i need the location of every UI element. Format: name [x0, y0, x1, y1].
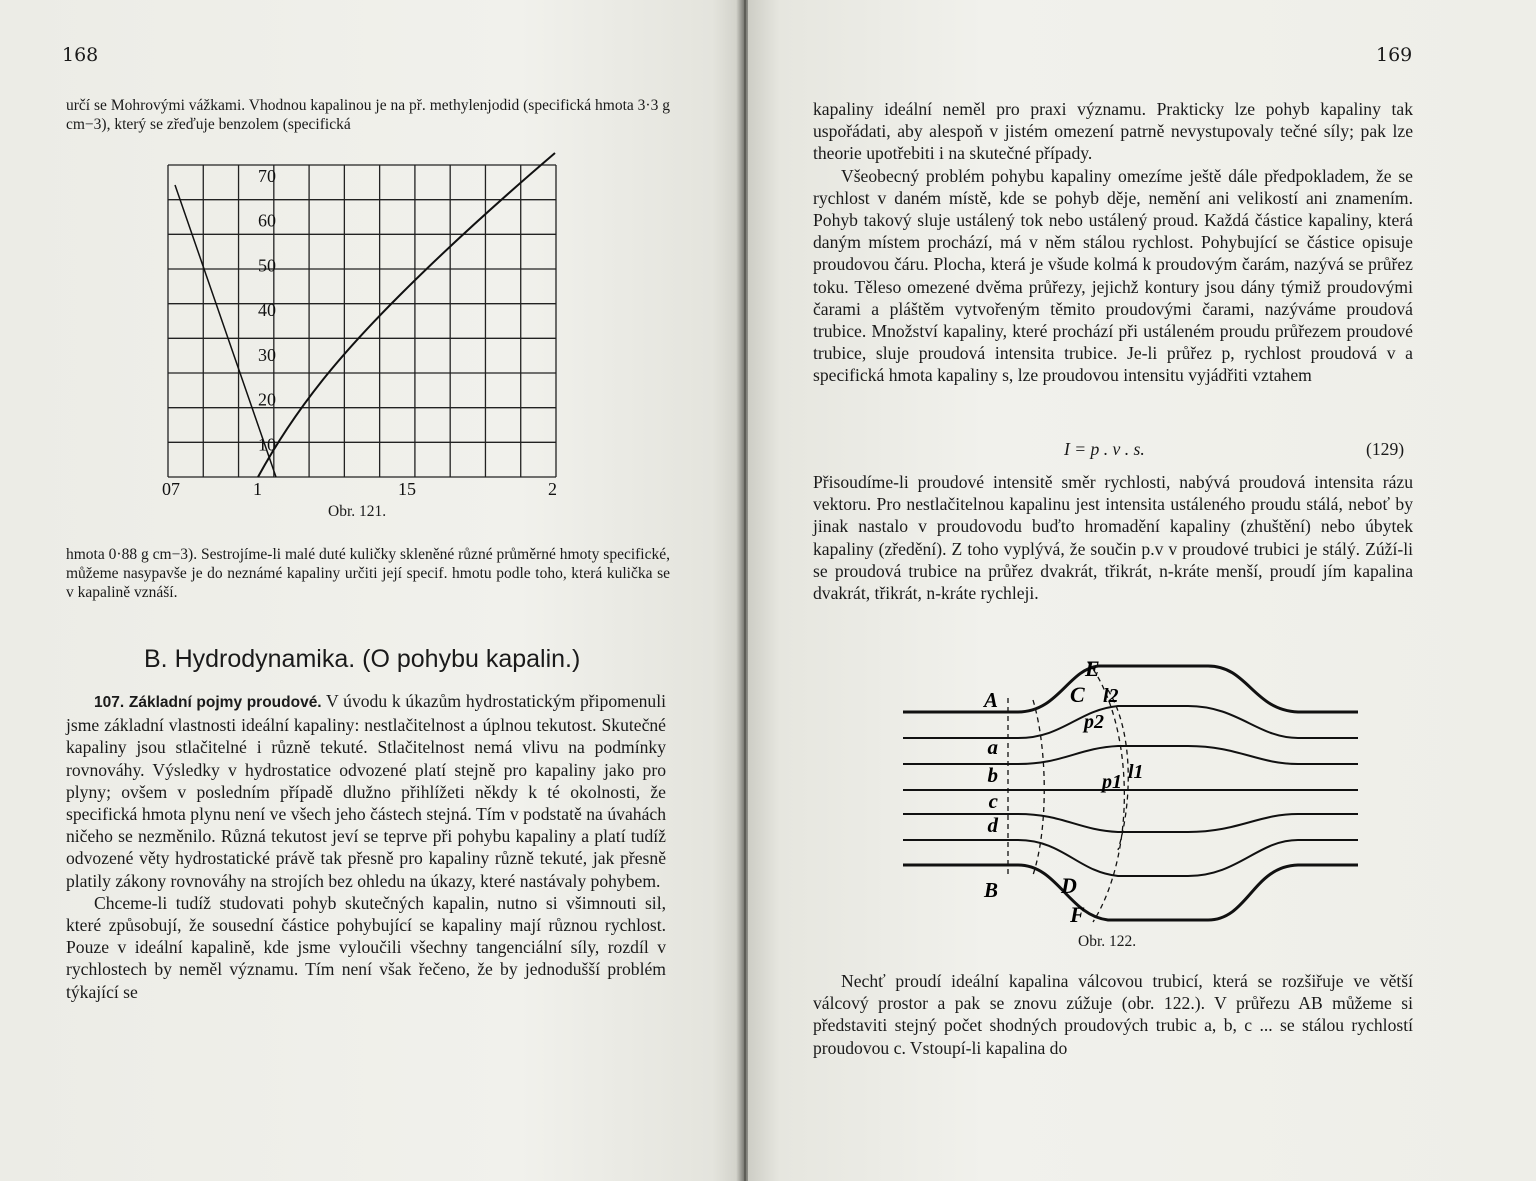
label-a: a	[987, 735, 998, 759]
label-p1: p1	[1102, 771, 1122, 793]
figure-121-y-label: 70	[258, 166, 276, 186]
label-l1: l1	[1128, 761, 1144, 783]
right-paragraph-2: Všeobecný problém pohybu kapaliny omezíme ještě dále předpokladem, že se rychlost v daném místě, kde se pohyb děje, nemění ani velikostí ani znamením. Pohyb takový sluje ustálený tok nebo ustálený proud. Každá částice kapaliny, která daným místem prochází, má v něm stálou rychlost. Pohybující se částice opisuje proudovou čáru. Plocha, která je všude kolmá k proudovým čarám, nazývá se průřez toku. Těleso omezené dvěma průřezy, jejichž kontury jsou dány týmiž proudovými čarami a pláštěm vytvořeným těmito proudovými čarami, nazýváme proudová trubice. Množství kapaliny, které prochází při ustáleném proudu průřezem proudové trubice, sluje proudová intensita trubice. Je-li průřez p, rychlost proudová v a specifická hmota kapaliny s, lze proudovou intensitu vyjádřiti vztahem	[813, 165, 1413, 386]
figure-121	[150, 145, 580, 545]
tube-lower-wall	[903, 865, 1358, 920]
right-page-number: 169	[1376, 44, 1413, 66]
label-F: F	[1070, 902, 1085, 927]
label-l2: l2	[1103, 685, 1119, 707]
label-E: E	[1085, 656, 1100, 681]
label-p2: p2	[1084, 711, 1104, 733]
right-paragraph-3: Přisoudíme-li proudové intensitě směr rychlosti, nabývá proudová intensita rázu vektoru. Pro nestlačitelnou kapalinu jest intensita ustáleného proudu stálá, neboť by jinak nastalo v proudovodu buďto hromadění kapaliny (zhuštění) nebo úbytek kapaliny (zředění). Z toho vyplývá, že součin p.v v proudové trubici je stálý. Zúží-li se proudová trubice na průřez dvakrát, třikrát, n-kráte menší, proudí jím kapalina dvakrát, třikrát, n-kráte rychleji.	[813, 472, 1413, 604]
left-page	[0, 0, 742, 1181]
right-page	[748, 0, 1536, 1181]
label-c: c	[988, 789, 998, 813]
section-l-right	[1108, 690, 1128, 850]
figure-121-y-label: 40	[258, 300, 276, 321]
left-body	[66, 690, 666, 1003]
figure-121-x-label: 2	[548, 479, 557, 499]
right-paragraph-1: kapaliny ideální neměl pro praxi významu. Prakticky lze pohyb kapaliny tak uspořádati, aby alespoň v jistém omezení patrně nevystupovaly tečné síly; pak lze theorie upotřebiti i na skutečné případy.	[813, 99, 1413, 164]
figure-122-caption: Obr. 122.	[1078, 933, 1137, 950]
figure-121-caption: Obr. 121.	[328, 503, 387, 520]
figure-121-grid	[168, 165, 556, 477]
figure-121-y-label: 50	[258, 255, 276, 276]
label-D: D	[1061, 873, 1077, 898]
section-title: Základní pojmy proudové.	[128, 694, 322, 711]
figure-121-y-label: 60	[258, 210, 276, 231]
streamline-e	[903, 840, 1358, 876]
left-paragraph-1: V úvodu k úkazům hydrostatickým připomenuli jsme základní vlastnosti ideální kapaliny: nestlačitelnost a úplnou tekutost. Skutečné kapaliny jsou stlačitelné i různě tekuté. Stlačitelnost nemá vlivu na podmínky rovnováhy. Výsledky v hydrostatice odvozené platí stejně pro kapaliny jako pro plyny; ovšem v posledním případě dlužno přihlížeti někdy k té okolnosti, že specifická hmota plynu není ve všech jeho částech stejná. Tím v podstatě na úvahách ničeho se nezměnilo. Různá tekutost jeví se teprve při pohybu kapaliny a platí tudíž odvozené věty hydrostatické právě tak přesně pro kapaliny různě tekuté, jak přesně platily zákony rovnováhy na strojích bez ohledu na úkazy, které nastávaly pohybem.	[66, 691, 666, 891]
label-b: b	[987, 763, 998, 787]
section-number: 107.	[94, 694, 125, 711]
figure-122	[898, 650, 1368, 935]
figure-121-x-label: 15	[398, 479, 416, 499]
left-after-figure-text: hmota 0·88 g cm−3). Sestrojíme-li malé duté kuličky skleněné různé průměrné hmoty specifické, můžeme nasypavše je do neznámé kapaliny určiti její specif. hmotu podle toho, která kulička se v kapalině vznáší.	[66, 546, 670, 601]
left-intro-text: určí se Mohrovými vážkami. Vhodnou kapalinou je na př. methylenjodid (specifická hmota 3·3 g cm−3), který se zřeďuje benzolem (specifická	[66, 97, 670, 133]
right-paragraph-4-wrap	[813, 970, 1413, 1059]
section-CD	[1033, 700, 1044, 875]
right-paragraph-4: Nechť proudí ideální kapalina válcovou trubicí, která se rozšiřuje ve větší válcový prostor a pak se znovu zúžuje (obr. 122.). V průřezu AB můžeme si představiti stejný počet shodných proudových trubic a, b, c ... se stálou rychlostí proudovou c. Vstoupí-li kapalina do	[813, 971, 1413, 1058]
figure-121-y-label: 10	[258, 434, 276, 455]
right-paragraph-3-wrap	[813, 471, 1413, 604]
figure-121-y-label: 20	[258, 389, 276, 410]
label-B: B	[983, 878, 998, 902]
right-body-top	[813, 98, 1413, 387]
label-A: A	[983, 688, 998, 712]
figure-121-x-label: 07	[162, 479, 180, 499]
equation-129: I = p . v . s.	[1064, 439, 1145, 459]
left-page-number: 168	[62, 44, 99, 66]
left-paragraph-2: Chceme-li tudíž studovati pohyb skutečných kapalin, nutno si všimnouti sil, které způsobují, že sousední částice pohybující se kapaliny mají různou rychlost. Pouze v ideální kapalině, kde jsme vyloučili všechny tangenciální síly, rozdíl v rychlostech by neměl významu. Tím není však řečeno, že by jednodušší problém týkající se	[66, 892, 666, 1002]
figure-121-y-label: 30	[258, 344, 276, 365]
equation-number: (129)	[1366, 439, 1405, 459]
label-C: C	[1070, 682, 1085, 707]
label-d: d	[987, 813, 998, 837]
figure-121-x-label: 1	[253, 479, 262, 499]
figure-121-x-labels	[162, 479, 557, 499]
figure-121-curve	[258, 153, 555, 477]
streamline-d	[903, 814, 1358, 832]
section-heading: B. Hydrodynamika. (O pohybu kapalin.)	[144, 645, 581, 673]
